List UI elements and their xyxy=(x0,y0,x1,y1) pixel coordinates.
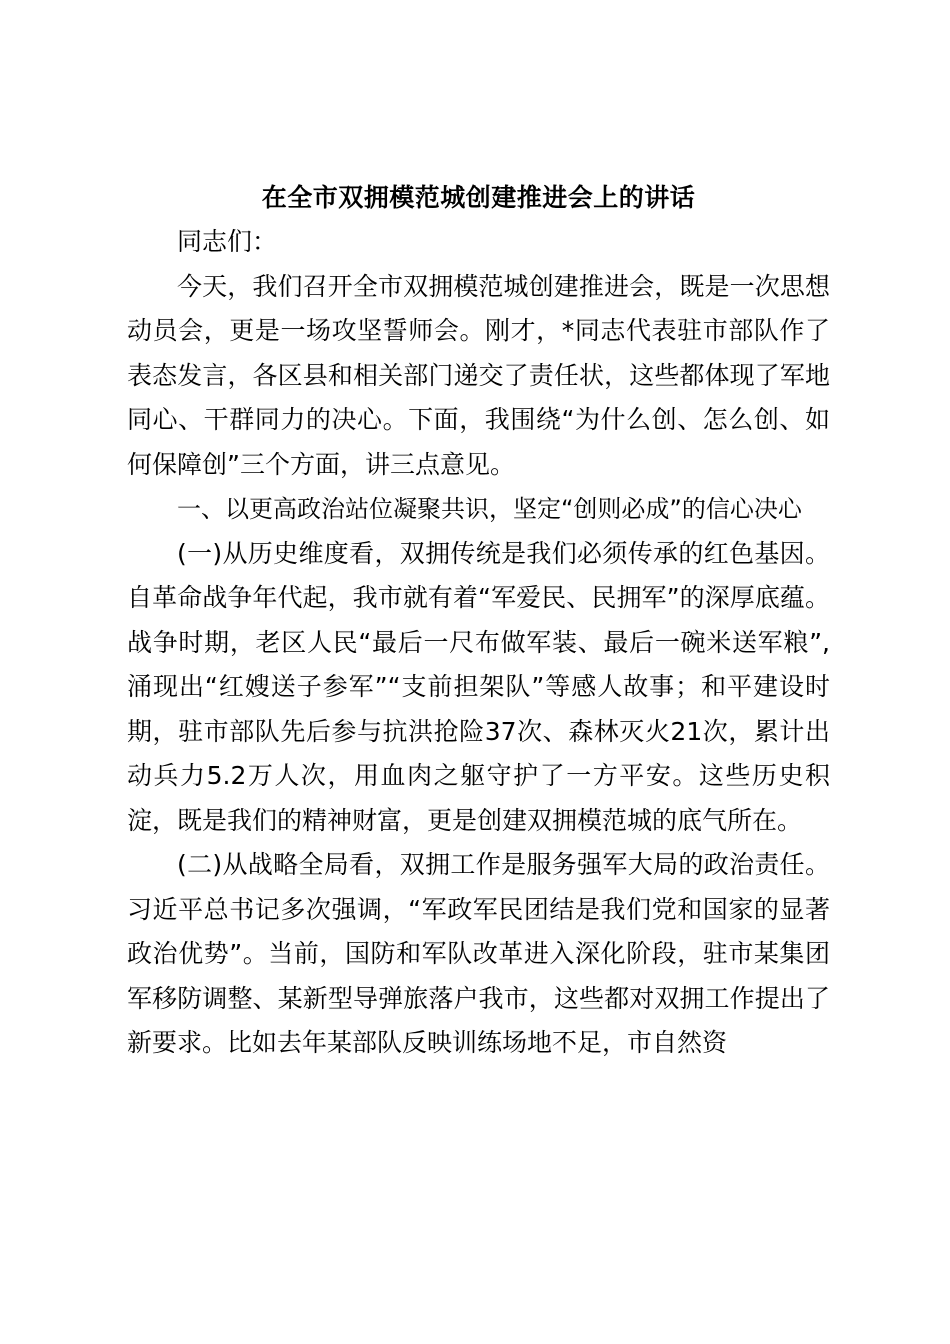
body-paragraph-history: (一)从历史维度看，双拥传统是我们必须传承的红色基因。自革命战争年代起，我市就有着“军爱民、民拥军”的深厚底蕴。战争时期，老区人民“最后一尺布做军装、最后一碗米送军粮”,涌现出“红嫂送子参军”“支前担架队”等感人故事；和平建设时期，驻市部队先后参与抗洪抢险37次、森林灭火21次，累计出动兵力5.2万人次，用血肉之躯守护了一方平安。这些历史积淀，既是我们的精神财富，更是创建双拥模范城的底气所在。 xyxy=(127,538,830,835)
body-paragraph-intro: 今天，我们召开全市双拥模范城创建推进会，既是一次思想动员会，更是一场攻坚誓师会。刚才，*同志代表驻市部队作了表态发言，各区县和相关部门递交了责任状，这些都体现了军地同心、干群同力的决心。下面，我围绕“为什么创、怎么创、如何保障创”三个方面，讲三点意见。 xyxy=(127,271,830,479)
document-page xyxy=(127,178,830,1066)
salutation: 同志们： xyxy=(177,227,278,256)
document-title: 在全市双拥模范城创建推进会上的讲话 xyxy=(261,183,696,212)
body-paragraph-strategy: (二)从战略全局看，双拥工作是服务强军大局的政治责任。习近平总书记多次强调，“军政军民团结是我们党和国家的显著政治优势”。当前，国防和军队改革进入深化阶段，驻市某集团军移防调整、某新型导弹旅落户我市，这些都对双拥工作提出了新要求。比如去年某部队反映训练场地不足，市自然资 xyxy=(127,850,830,1057)
section-heading-one: 一、以更高政治站位凝聚共识，坚定“创则必成”的信心决心 xyxy=(177,495,802,523)
